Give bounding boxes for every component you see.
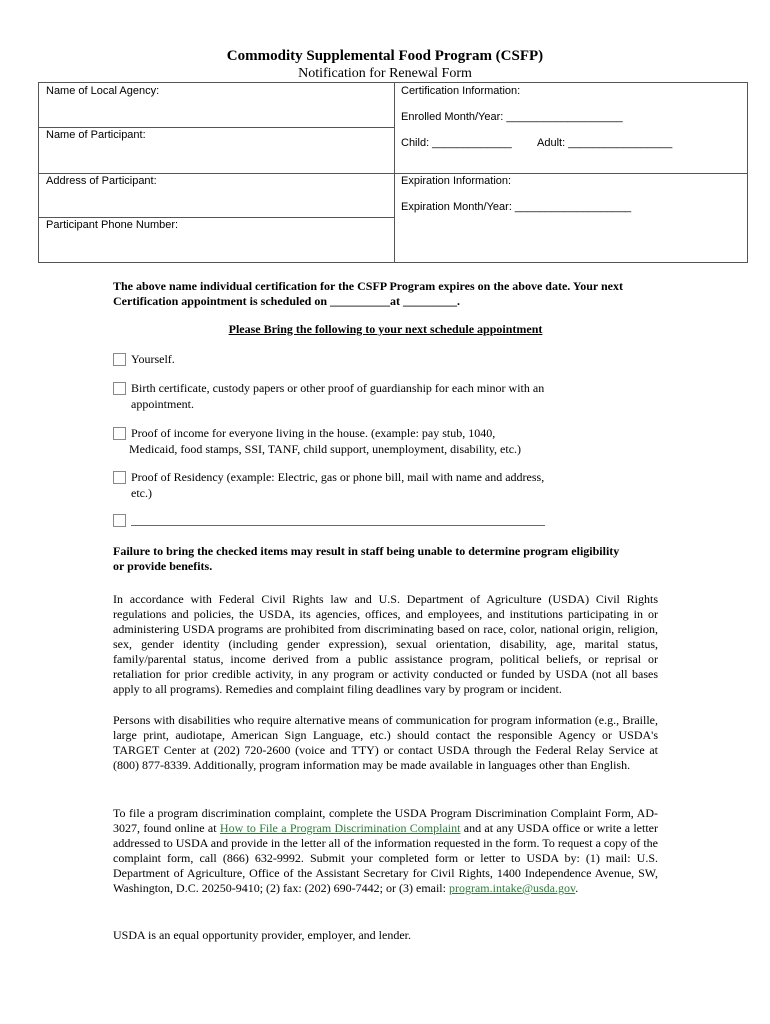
certification-info-label: Certification Information: (401, 85, 521, 97)
participant-address-field[interactable]: Address of Participant: (46, 175, 157, 187)
email-link[interactable]: program.intake@usda.gov (448, 881, 576, 895)
expiration-month-year-field[interactable]: Expiration Month/Year: ___________________ (401, 201, 632, 213)
local-agency-field[interactable]: Name of Local Agency: (46, 85, 160, 97)
checklist-item-text: Birth certificate, custody papers or other proof of guardianship for each minor with an (131, 381, 545, 395)
participant-name-field[interactable]: Name of Participant: (46, 129, 146, 141)
expiry-notice-line: The above name individual certification for the CSFP Program expires on the above date. Your next (113, 279, 623, 293)
checkbox[interactable] (113, 382, 126, 395)
complaint-paragraph (113, 806, 658, 896)
complaint-text: To file a program discrimination complaint, complete the USDA Program Discrimination Complaint Form, AD-3027, found online at (113, 806, 658, 835)
checklist-item-text: Proof of income for everyone living in the house. (example: pay stub, 1040, (131, 426, 496, 440)
adult-field[interactable]: Adult: _________________ (537, 137, 673, 149)
checkbox[interactable] (113, 471, 126, 484)
enrolled-month-year-field[interactable]: Enrolled Month/Year: ___________________ (401, 111, 623, 123)
complaint-form-link[interactable]: How to File a Program Discrimination Complaint (219, 821, 461, 835)
checklist-blank-line[interactable]: _____________________________________________________________________ (131, 513, 545, 527)
expiration-info-label: Expiration Information: (401, 175, 512, 187)
civil-rights-paragraph: In accordance with Federal Civil Rights law and U.S. Department of Agriculture (USDA) Civil Rights regulations and policies, the USDA, its agencies, offices, and employees, and institutions participating in or administering USDA programs are prohibited from discriminating based on race, color, national origin, religion, sex, gender identity (including gender expression), sexual orientation, disability, age, marital status, family/parental status, income derived from a public assistance program, political beliefs, or reprisal or retaliation for prior credible activity, in any program or activity conducted or funded by USDA (not all bases apply to all programs). Remedies and complaint filing deadlines vary by program or incident. (113, 592, 658, 696)
warning-line: Failure to bring the checked items may result in staff being unable to determine program eligibility (113, 544, 620, 558)
form-subtitle: Notification for Renewal Form (298, 66, 472, 81)
checklist-item-text: Yourself. (131, 352, 175, 366)
checklist-item-text: appointment. (131, 396, 194, 411)
complaint-text: . (575, 881, 579, 895)
warning-line: or provide benefits. (113, 559, 213, 573)
table-divider (39, 173, 747, 174)
warning-text (113, 544, 673, 574)
bring-heading: Please Bring the following to your next schedule appointment (228, 322, 543, 336)
checklist-item-text: Proof of Residency (example: Electric, gas or phone bill, mail with name and address, (131, 470, 545, 484)
equal-opportunity-statement: USDA is an equal opportunity provider, employer, and lender. (113, 928, 411, 942)
table-divider (39, 127, 394, 128)
checkbox[interactable] (113, 353, 126, 366)
form-title: Commodity Supplemental Food Program (CSFP) (226, 48, 544, 64)
checklist-item-text: etc.) (131, 485, 152, 500)
participant-info-table (38, 82, 748, 263)
checklist-item-text: Medicaid, food stamps, SSI, TANF, child support, unemployment, disability, etc.) (129, 441, 522, 456)
complaint-text: and at any USDA office or write a letter addressed to USDA and provide in the letter all of the information requested in the form. To request a copy of the complaint form, call (866) 632-9992. Submit your completed form or letter to USDA by: (1) mail: U.S. Department of Agriculture, Office of the Assistant Secretary for Civil Rights, 1400 Independence Avenue, SW, Washington, D.C. 20250-9410; (2) fax: (202) 690-7442; or (3) email: (113, 821, 659, 895)
accessibility-paragraph: Persons with disabilities who require alternative means of communication for program information (e.g., Braille, large print, audiotape, American Sign Language, etc.) should contact the responsible Agency or USDA's TARGET Center at (202) 720-2600 (voice and TTY) or contact USDA through the Federal Relay Service at (800) 877-8339. Additionally, program information may be made available in languages other than English. (113, 713, 658, 772)
checkbox[interactable] (113, 427, 126, 440)
expiry-notice (113, 279, 673, 309)
appointment-line: Certification appointment is scheduled on __________at _________. (113, 294, 461, 308)
table-divider (39, 217, 394, 218)
child-field[interactable]: Child: _____________ (401, 137, 512, 149)
participant-phone-field[interactable]: Participant Phone Number: (46, 219, 179, 231)
checkbox[interactable] (113, 514, 126, 527)
